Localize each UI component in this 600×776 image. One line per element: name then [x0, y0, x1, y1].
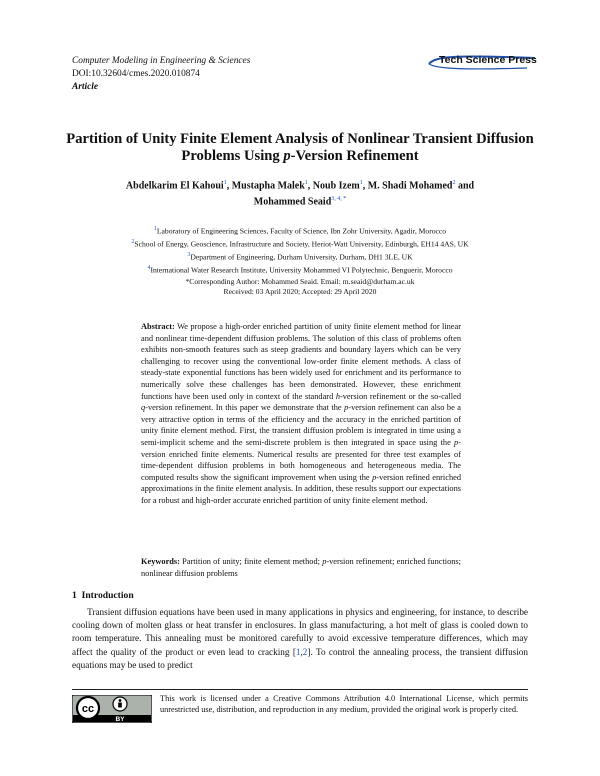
author-list: Abdelkarim El Kahoui$^1$, Mustapha Malek$^1$, Noub Izem$^1$, M. Shadi Mohamed$^2$ and Mohammed Seaid$^{3, 4, *}$ [125, 180, 475, 208]
affiliation-text: School of Energy, Geoscience, Infrastructure and Society, Heriot-Watt University, Edinburgh, EH14 4AS, UK [134, 239, 469, 249]
author-affiliation-mark[interactable]: 1 [359, 180, 363, 186]
keywords-text: Partition of unity; finite element method; [179, 557, 323, 566]
corresponding-author: *Corresponding Author: Mohammed Seaid. Email: m.seaid@durham.ac.uk [185, 276, 415, 286]
author-affiliation-mark[interactable]: 2 [452, 180, 456, 186]
abstract-italic: h [335, 391, 340, 401]
license-text: This work is licensed under a Creative Commons Attribution 4.0 International License, which permits unrestricted use, distribution, and reproduction in any medium, provided the original work is properly cited. [160, 694, 528, 715]
keywords-italic: p [322, 557, 327, 566]
paper-title [60, 131, 540, 165]
title-text: -Version Refinement [290, 148, 419, 164]
title-text: Problems Using [181, 148, 284, 164]
author-name: Mohammed Seaid [253, 196, 332, 208]
affiliation [80, 263, 520, 276]
abstract-italic: p [344, 403, 349, 413]
keywords-text: -version refinement; enriched functions; nonlinear diffusion problems [141, 557, 461, 578]
citation-link[interactable]: 1 [295, 646, 301, 657]
abstract-text: We propose a high-order enriched partition of unity finite element method for linear and nonlinear time-dependent diffusion problems. The solution of this class of problems often exhibits non-smooth features such as steep gradients and boundary layers which can be very challenging to recover using the conventional low-order finite element methods. A class of steady-state exponential functions has been widely used for enrichment and its performance to numerically solve these challenges has been demonstrated. However, these enrichment functions have been used only in context of the standard [141, 322, 461, 401]
publisher-logo [427, 53, 537, 71]
author-name: M. Shadi Mohamed [367, 180, 453, 192]
title-line-1: Partition of Unity Finite Element Analysis of Nonlinear Transient Diffusion [66, 131, 534, 147]
abstract-text: -version refined enriched approximations in the finite element analysis. In addition, these results support our expectations for a robust and high-order accurate enriched partition of unity finite element method. [141, 472, 461, 505]
author-affiliation-mark[interactable]: 3, 4, * [331, 195, 347, 202]
intro-paragraph [72, 606, 528, 672]
abstract [141, 321, 461, 507]
keywords [141, 556, 461, 579]
publisher-name: Tech Science Press [439, 54, 537, 66]
author-name: Noub Izem [312, 180, 360, 192]
affiliation [80, 250, 520, 263]
affiliation-text: International Water Research Institute, University Mohammed VI Polytechnic, Benguerir, Morocco [150, 265, 453, 275]
abstract-italic: p [372, 472, 377, 482]
cc-by-icon [72, 695, 152, 723]
citation-link[interactable]: 2 [302, 646, 308, 657]
section-heading [72, 590, 134, 601]
abstract-text: -version refinement. In this paper we demonstrate that the [145, 403, 345, 413]
cc-mark: cc [81, 703, 95, 715]
affiliation [80, 224, 520, 237]
received-dates: Received: 03 April 2020; Accepted: 29 April 2020 [223, 287, 377, 297]
author-name: Mustapha Malek [231, 180, 305, 192]
cc-by-badge[interactable] [72, 695, 152, 723]
footer-divider [72, 689, 528, 690]
title-line-2 [60, 148, 540, 165]
doi: DOI:10.32604/cmes.2020.010874 [72, 69, 200, 79]
abstract-italic: p [454, 437, 459, 447]
author-conjunction: and [457, 180, 475, 192]
journal-name: Computer Modeling in Engineering & Sciences [72, 56, 251, 66]
abstract-text: -version refinement can also be a very attractive option in terms of the efficiency and the accuracy in the enriched partition of unity finite element method. First, the transient diffusion problem is integrated in time using a semi-implicit scheme and the semi-discrete problem is then integrated in space using the [141, 403, 461, 447]
affiliation-number: 2 [131, 239, 135, 246]
author-affiliation-mark[interactable]: 1 [304, 180, 308, 186]
intro-text: ]. To control the annealing process, the transient diffusion equations may be used to predict [72, 646, 528, 670]
affiliation [80, 237, 520, 250]
affiliation-text: Department of Engineering, Durham University, Durham, DH1 3LE, UK [190, 252, 413, 262]
affiliation-number: 3 [187, 252, 191, 259]
author-affiliation-mark[interactable]: 1 [223, 180, 227, 186]
abstract-text: -version refinement or the so-called [339, 391, 461, 401]
section-number: 1 [72, 590, 77, 601]
citation-separator: , [300, 646, 303, 657]
section-title: Introduction [81, 590, 134, 601]
keywords-label: Keywords: [141, 557, 180, 566]
abstract-italic: q [141, 403, 146, 413]
title-italic: p [283, 148, 291, 164]
article-type: Article [72, 82, 99, 92]
affiliation-number: 4 [147, 265, 151, 272]
abstract-label: Abstract: [141, 322, 175, 331]
affiliations [80, 224, 520, 298]
author-name: Abdelkarim El Kahoui [125, 180, 224, 192]
intro-text: Transient diffusion equations have been used in many applications in physics and engineering, for instance, to describe cooling down of molten glass or heat transfer in enclosures. In glass manufacturing, a hot melt of glass is cooled down to room temperature. This annealing must be monitored carefully to avoid excessive temperature differences, which may affect the quality of the product or even lead to cracking [ [72, 607, 529, 657]
affiliation-text: Laboratory of Engineering Sciences, Faculty of Science, Ibn Zohr University, Agadir, Morocco [156, 226, 447, 236]
affiliation-number: 1 [153, 226, 157, 232]
by-mark: BY [115, 716, 125, 723]
abstract-text: -version enriched finite elements. Numerical results are presented for three test examples of time-dependent diffusion problems in both homogeneous and heterogeneous media. The computed results show the significant improvement when using the [141, 437, 461, 482]
